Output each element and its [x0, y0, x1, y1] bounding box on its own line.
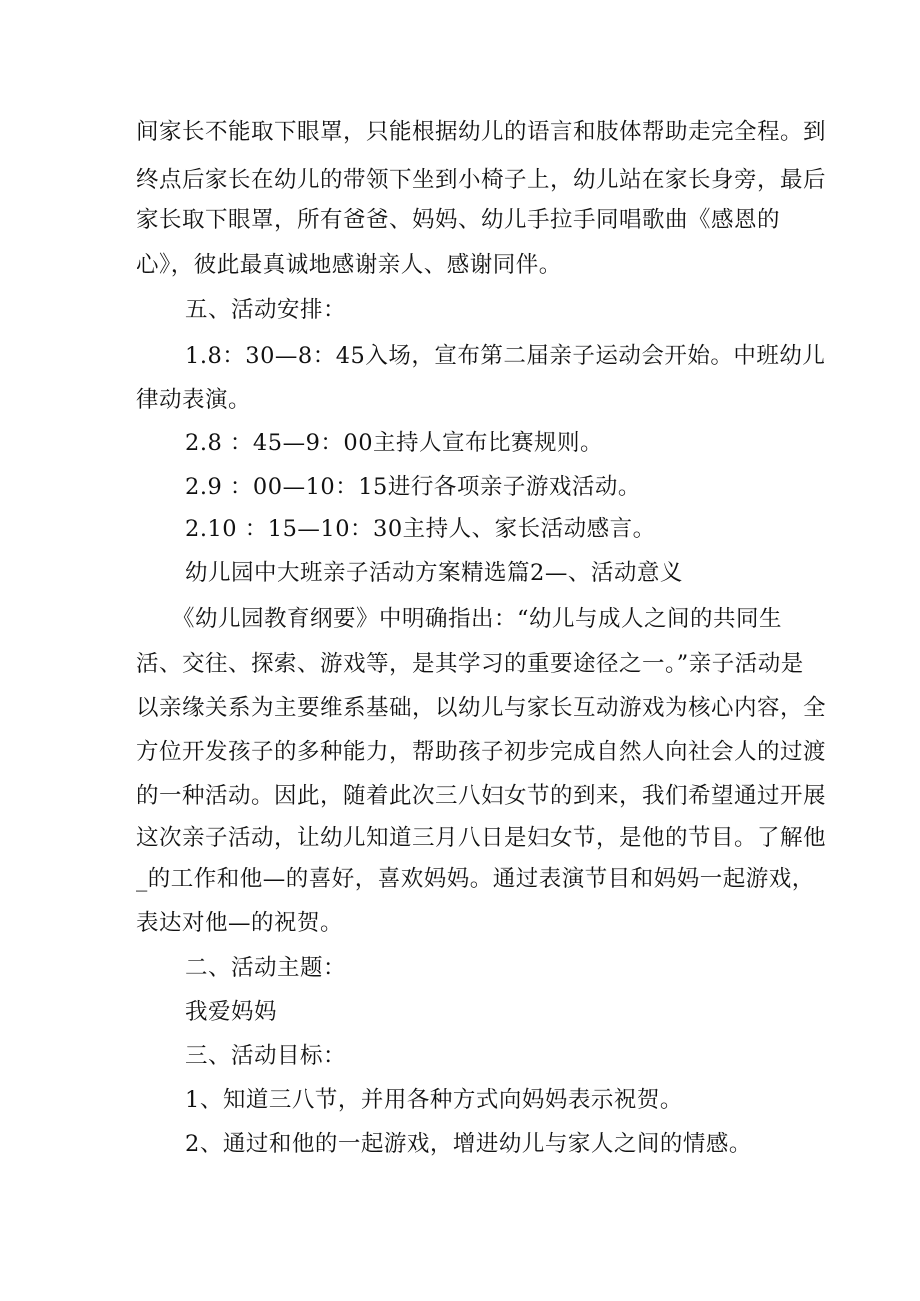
text-line: 心》，彼此最真诚地感谢亲人、感谢同伴。: [136, 252, 562, 278]
section-heading: 二、活动主题：: [185, 955, 347, 981]
section-heading: 幼儿园中大班亲子活动方案精选篇2—、活动意义: [185, 560, 683, 586]
text-line: 活、交往、探索、游戏等，是其学习的重要途径之一。”亲子活动是: [136, 651, 804, 677]
text-line: 《幼儿园教育纲要》中明确指出：“幼儿与成人之间的共同生: [172, 606, 783, 632]
text-line: 的一种活动。因此，随着此次三八妇女节的到来，我们希望通过开展: [136, 783, 827, 809]
text-line: 家长取下眼罩，所有爸爸、妈妈、幼儿手拉手同唱歌曲《感恩的: [136, 207, 781, 233]
text-line: 这次亲子活动，让幼儿知道三月八日是妇女节，是他的节目。了解他: [136, 825, 827, 851]
text-line: 间家长不能取下眼罩，只能根据幼儿的语言和肢体帮助走完全程。到: [136, 119, 827, 145]
text-line: 2.10 ：15—10：30主持人、家长活动感言。: [185, 516, 656, 542]
text-line: 以亲缘关系为主要维系基础，以幼儿与家长互动游戏为核心内容，全: [136, 695, 827, 721]
text-line: 2、通过和他的一起游戏，增进幼儿与家人之间的情感。: [185, 1131, 752, 1157]
text-line: 律动表演。: [136, 387, 252, 413]
text-line: _的工作和他—的喜好，喜欢妈妈。通过表演节目和妈妈一起游戏，: [136, 866, 815, 892]
text-line: 2.8 ：45—9：00主持人宣布比赛规则。: [185, 430, 604, 456]
text-line: 方位开发孩子的多种能力，帮助孩子初步完成自然人向社会人的过渡: [136, 739, 827, 765]
text-line: 表达对他—的祝贺。: [136, 910, 344, 936]
text-line: 2.9 ：00—10：15进行各项亲子游戏活动。: [185, 474, 641, 500]
text-line: 1、知道三八节，并用各种方式向妈妈表示祝贺。: [185, 1087, 683, 1113]
section-heading: 三、活动目标：: [185, 1043, 347, 1069]
text-line: 我爱妈妈: [185, 999, 278, 1025]
text-line: 1.8：30—8：45入场，宣布第二届亲子运动会开始。中班幼儿: [185, 343, 826, 369]
section-heading: 五、活动安排：: [185, 297, 347, 323]
text-line: 终点后家长在幼儿的带领下坐到小椅子上，幼儿站在家长身旁，最后: [136, 167, 827, 193]
